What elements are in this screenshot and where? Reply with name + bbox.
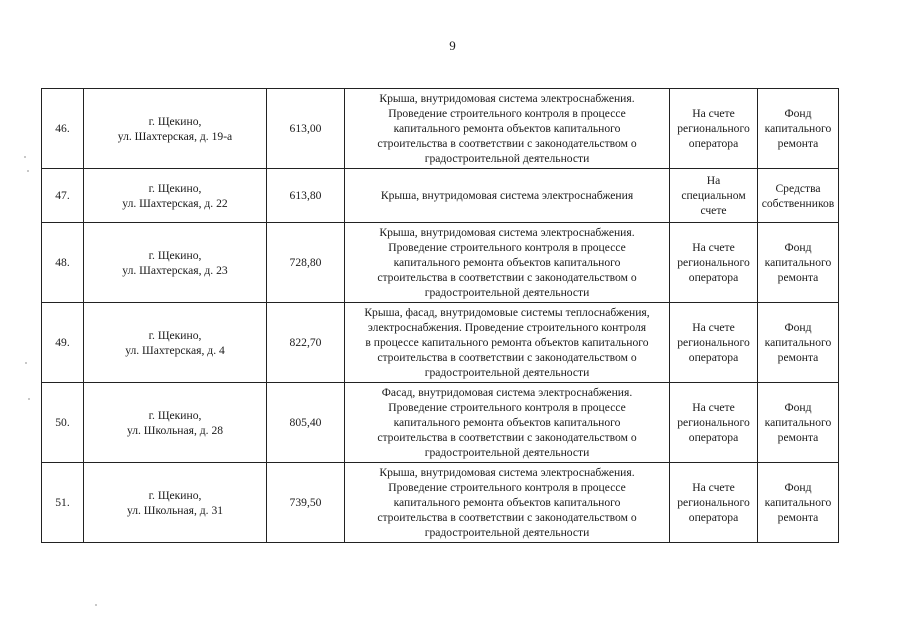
source-line: капитального: [764, 416, 832, 429]
works-line: строительства в соответствии с законодательством о: [377, 271, 637, 284]
account-cell: [670, 169, 758, 223]
works-line: строительства в соответствии с законодательством о: [377, 137, 637, 150]
address-cell: [84, 463, 267, 543]
account-line: оператора: [688, 511, 739, 524]
area-cell: 613,80: [267, 169, 345, 223]
address-cell: [84, 89, 267, 169]
account-line: На счете: [692, 401, 735, 414]
works-cell: [345, 89, 670, 169]
source-line: Средства: [775, 181, 821, 195]
funding-source-cell: [758, 223, 839, 303]
address-line: ул. Школьная, д. 28: [126, 423, 224, 437]
funding-source-cell: [758, 169, 839, 223]
works-line: в процессе капитального ремонта объектов капитального: [365, 336, 649, 349]
account-line: счете: [700, 204, 727, 217]
works-line: Крыша, внутридомовая система электроснабжения.: [379, 92, 635, 105]
works-line: Крыша, фасад, внутридомовые системы теплоснабжения,: [364, 306, 650, 319]
row-number-cell: 50.: [42, 383, 84, 463]
address-line: г. Щекино,: [148, 248, 202, 262]
works-line: капитального ремонта объектов капитального: [393, 496, 621, 509]
address-line: г. Щекино,: [148, 488, 202, 502]
address-line: г. Щекино,: [148, 408, 202, 422]
account-line: На счете: [692, 481, 735, 494]
area-cell: 728,80: [267, 223, 345, 303]
works-line: капитального ремонта объектов капитального: [393, 122, 621, 135]
source-line: собственников: [761, 196, 835, 210]
address-cell: [84, 169, 267, 223]
address-cell: [84, 303, 267, 383]
source-line: капитального: [764, 496, 832, 509]
address-line: ул. Шахтерская, д. 4: [125, 343, 225, 357]
account-line: На счете: [692, 321, 735, 334]
address-line: ул. Школьная, д. 31: [126, 503, 224, 517]
account-line: регионального: [677, 256, 750, 269]
works-line: капитального ремонта объектов капитального: [393, 256, 621, 269]
row-number-cell: 47.: [42, 169, 84, 223]
table-row: [42, 89, 839, 169]
area-cell: 822,70: [267, 303, 345, 383]
works-line: градостроительной деятельности: [424, 152, 590, 165]
page-number: 9: [449, 38, 456, 53]
source-line: Фонд: [784, 241, 812, 254]
table-body: [42, 89, 839, 543]
works-cell: [345, 223, 670, 303]
source-line: ремонта: [777, 137, 819, 150]
works-cell: [345, 463, 670, 543]
row-number-cell: 49.: [42, 303, 84, 383]
source-line: ремонта: [777, 351, 819, 364]
address-line: г. Щекино,: [148, 181, 202, 195]
address-line: г. Щекино,: [148, 328, 202, 342]
source-line: Фонд: [784, 481, 812, 494]
works-line: строительства в соответствии с законодательством о: [377, 431, 637, 444]
source-line: капитального: [764, 122, 832, 135]
works-line: Фасад, внутридомовая система электроснабжения.: [381, 386, 633, 399]
account-line: На: [706, 174, 721, 187]
table-row: [42, 463, 839, 543]
address-line: ул. Шахтерская, д. 22: [122, 196, 228, 210]
area-cell: 805,40: [267, 383, 345, 463]
account-cell: [670, 303, 758, 383]
works-line: Проведение строительного контроля в процессе: [388, 401, 626, 414]
table-row: [42, 169, 839, 223]
source-line: Фонд: [784, 107, 812, 120]
area-cell: 613,00: [267, 89, 345, 169]
account-line: На счете: [692, 241, 735, 254]
works-line: капитального ремонта объектов капитального: [393, 416, 621, 429]
repair-program-table: [41, 88, 839, 543]
funding-source-cell: [758, 303, 839, 383]
source-line: ремонта: [777, 511, 819, 524]
source-line: Фонд: [784, 401, 812, 414]
address-line: ул. Шахтерская, д. 23: [122, 263, 228, 277]
account-line: специальном: [681, 189, 746, 202]
works-line: Крыша, внутридомовая система электроснабжения.: [379, 226, 635, 239]
table-row: [42, 223, 839, 303]
works-line: градостроительной деятельности: [424, 366, 590, 379]
works-line: Крыша, внутридомовая система электроснабжения.: [379, 466, 635, 479]
works-cell: [345, 303, 670, 383]
scan-artifact: [27, 170, 29, 172]
funding-source-cell: [758, 383, 839, 463]
account-cell: [670, 463, 758, 543]
works-cell: [345, 169, 670, 223]
account-line: регионального: [677, 336, 750, 349]
row-number-cell: 46.: [42, 89, 84, 169]
account-line: На счете: [692, 107, 735, 120]
scan-artifact: [95, 604, 97, 606]
works-line: Проведение строительного контроля в процессе: [388, 107, 626, 120]
source-line: капитального: [764, 256, 832, 269]
scan-artifact: [25, 362, 27, 364]
works-line: Крыша, внутридомовая система электроснабжения: [380, 189, 634, 202]
works-line: градостроительной деятельности: [424, 526, 590, 539]
account-line: регионального: [677, 496, 750, 509]
works-line: электроснабжения. Проведение строительного контроля: [367, 321, 647, 334]
works-line: градостроительной деятельности: [424, 286, 590, 299]
funding-source-cell: [758, 463, 839, 543]
account-line: оператора: [688, 431, 739, 444]
works-line: строительства в соответствии с законодательством о: [377, 351, 637, 364]
works-line: градостроительной деятельности: [424, 446, 590, 459]
table-row: [42, 303, 839, 383]
account-line: оператора: [688, 351, 739, 364]
address-cell: [84, 383, 267, 463]
address-line: г. Щекино,: [148, 114, 202, 128]
account-cell: [670, 223, 758, 303]
account-line: регионального: [677, 122, 750, 135]
scan-artifact: [24, 156, 26, 158]
works-line: Проведение строительного контроля в процессе: [388, 481, 626, 494]
works-cell: [345, 383, 670, 463]
area-cell: 739,50: [267, 463, 345, 543]
account-line: оператора: [688, 271, 739, 284]
account-line: оператора: [688, 137, 739, 150]
account-cell: [670, 383, 758, 463]
source-line: ремонта: [777, 271, 819, 284]
source-line: Фонд: [784, 321, 812, 334]
scan-artifact: [28, 398, 30, 400]
address-line: ул. Шахтерская, д. 19-а: [117, 129, 233, 143]
account-cell: [670, 89, 758, 169]
row-number-cell: 48.: [42, 223, 84, 303]
source-line: ремонта: [777, 431, 819, 444]
source-line: капитального: [764, 336, 832, 349]
row-number-cell: 51.: [42, 463, 84, 543]
funding-source-cell: [758, 89, 839, 169]
works-line: Проведение строительного контроля в процессе: [388, 241, 626, 254]
account-line: регионального: [677, 416, 750, 429]
works-line: строительства в соответствии с законодательством о: [377, 511, 637, 524]
address-cell: [84, 223, 267, 303]
table-row: [42, 383, 839, 463]
